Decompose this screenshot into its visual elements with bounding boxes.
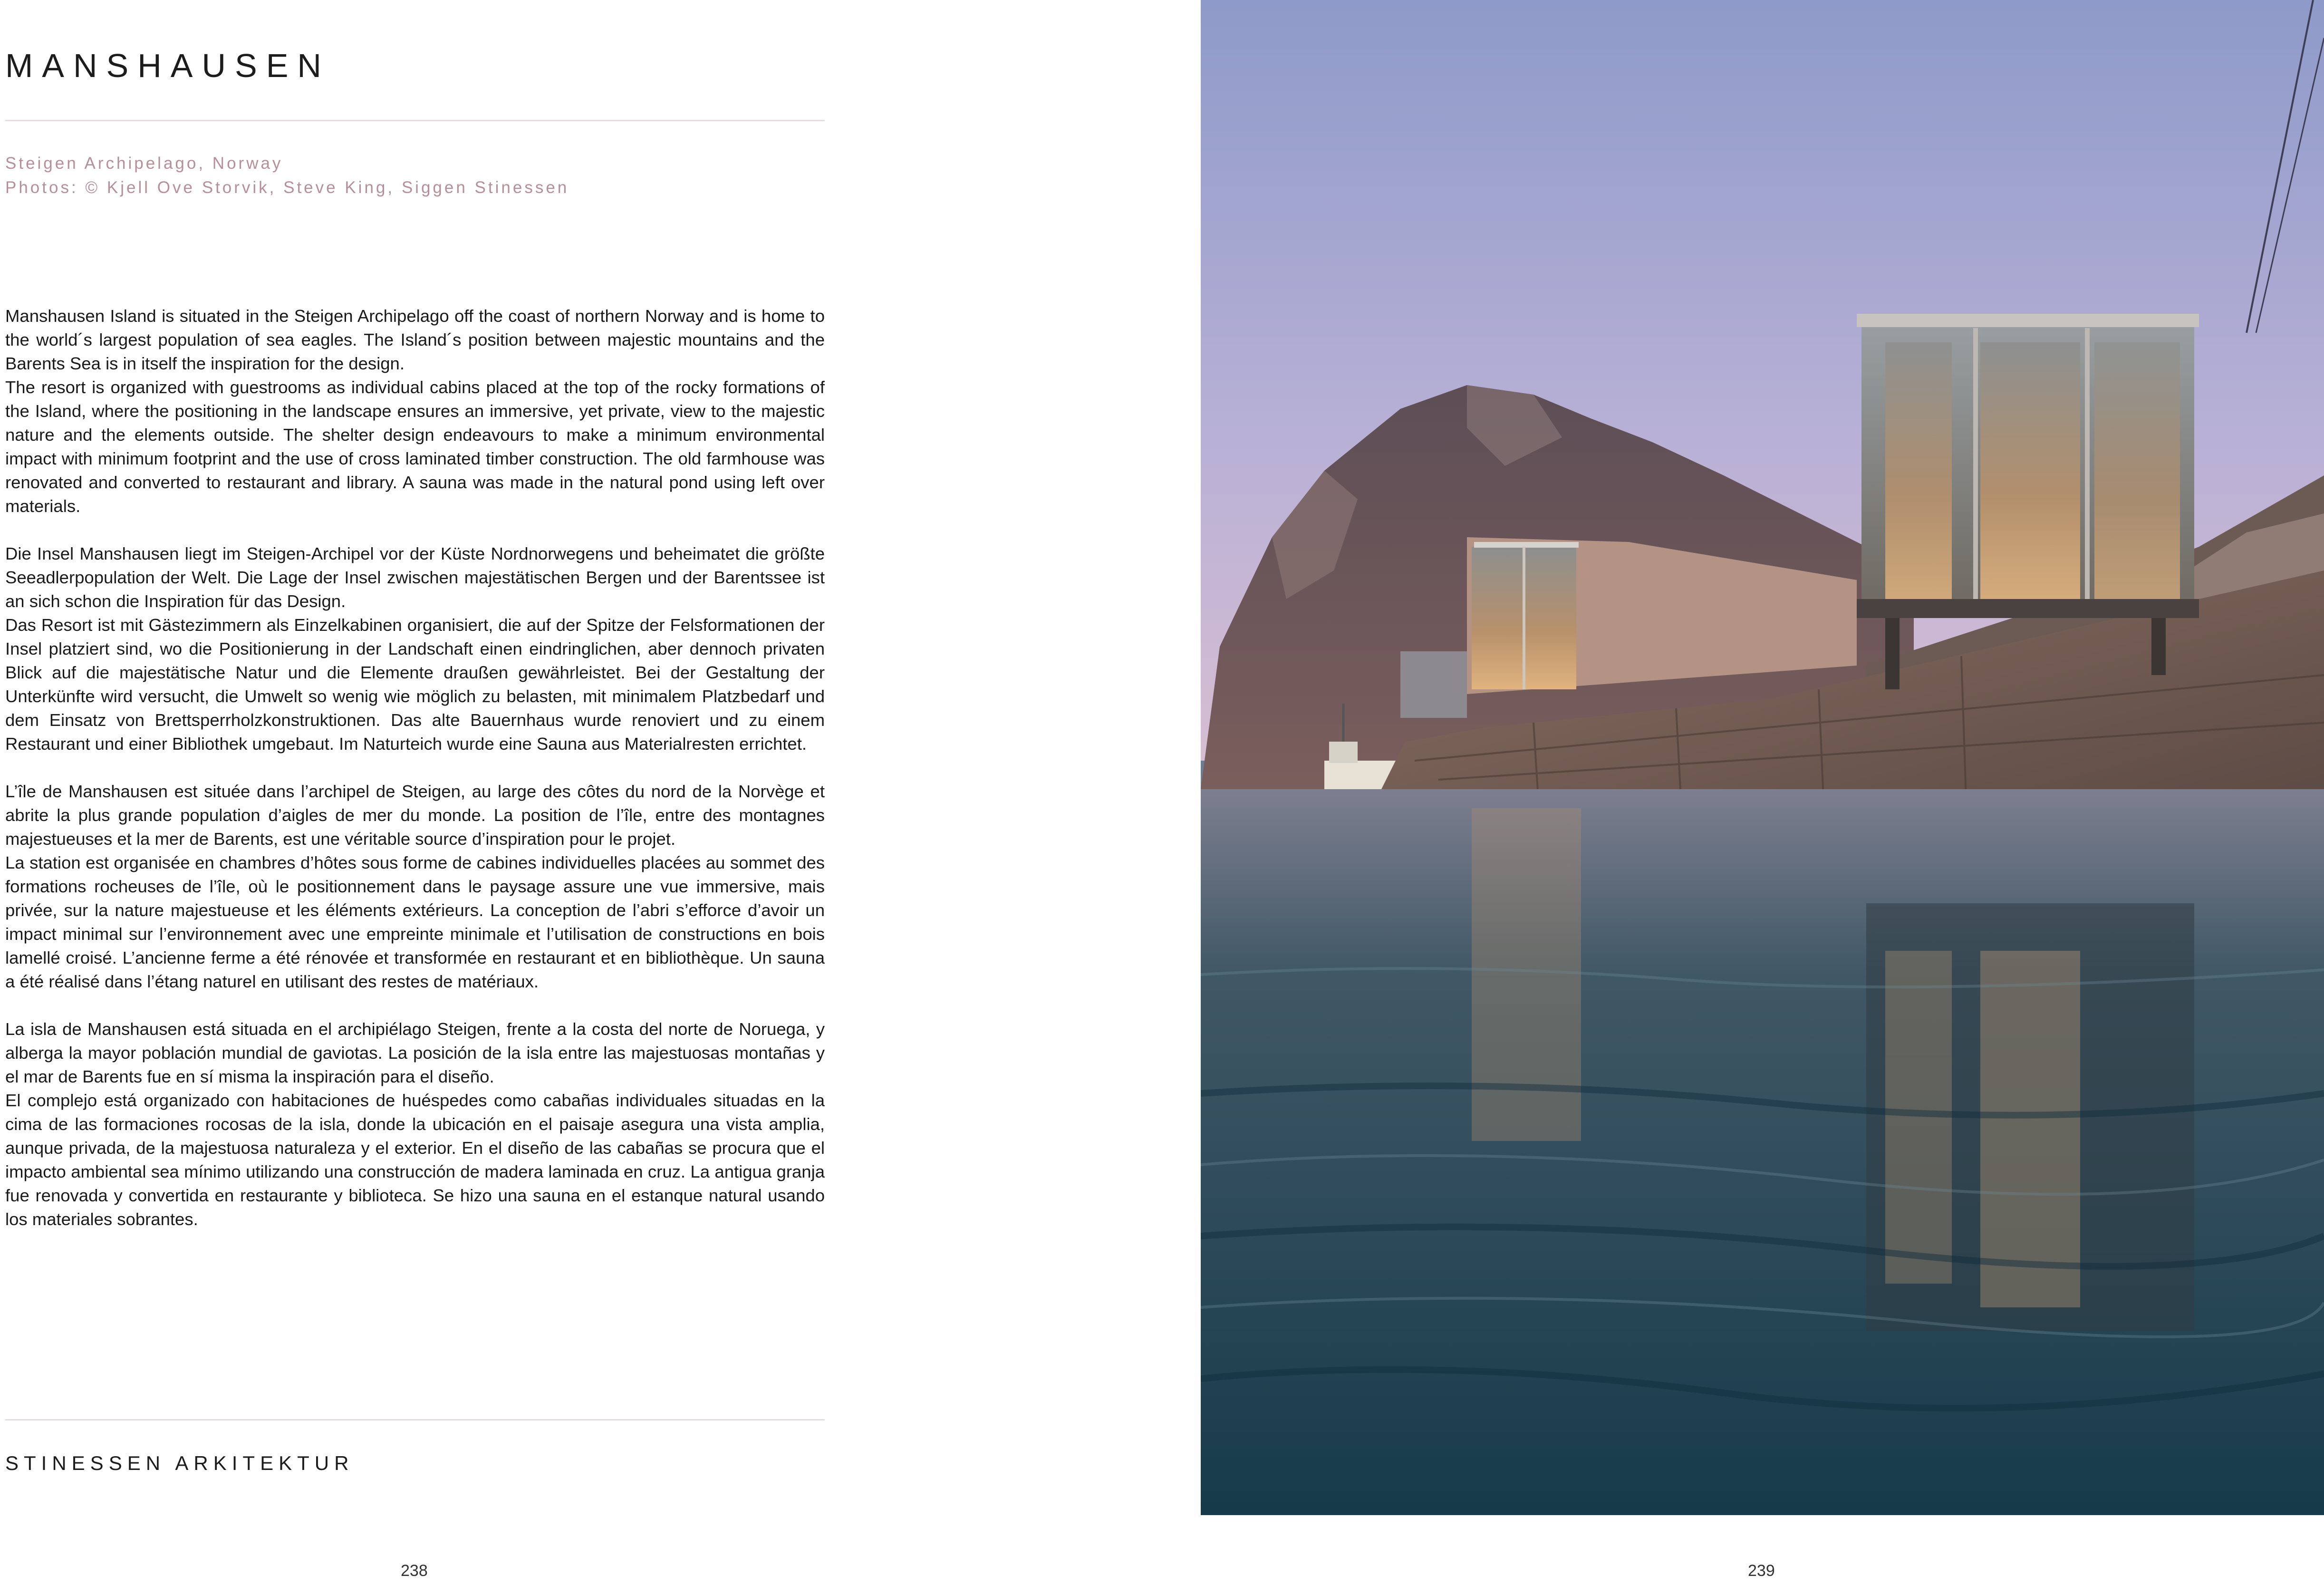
cabin-photograph — [1201, 0, 2324, 1515]
page-title: MANSHAUSEN — [5, 47, 330, 84]
location-caption: Steigen Archipelago, Norway — [5, 154, 283, 173]
photo-illustration — [1201, 0, 2324, 1515]
paragraph-text: La station est organisée en chambres d’hôtes sous forme de cabines individuelles placées au sommet des formations rocheuses de l’île, où le positionnement dans le paysage assure une vue immersive, mais privée, sur la nature majestueuse et les éléments extérieurs. La conception de l’abri s’efforce d’avoir un impact minimal sur l’environnement avec une empreinte minimale et l’utilisation de constructions en bois lamellé croisé. L’ancienne ferme a été rénovée et transformée en restaurant et en bibliothèque. Un sauna a été réalisé dans l’étang naturel en utilisant des restes de matériaux. — [5, 853, 825, 991]
paragraph-text: L’île de Manshausen est située dans l’archipel de Steigen, au large des côtes du nord de la Norvège et abrite la plus grande population d’aigles de mer du monde. La position de l’île, entre des montagnes majestueuses et la mer de Barents, est une véritable source d’inspiration pour le projet. — [5, 782, 825, 849]
paragraph-spanish — [5, 1017, 825, 1231]
title-divider — [5, 120, 825, 121]
paragraph-text: The resort is organized with guestrooms as individual cabins placed at the top of the rocky formations of the Island, where the positioning in the landscape ensures an immersive, yet private, view to the majestic nature and the elements outside. The shelter design endeavours to make a minimum environmental impact with minimum footprint and the use of cross laminated timber construction. The old farmhouse was renovated and converted to restaurant and library. A sauna was made in the natural pond using left over materials. — [5, 377, 825, 516]
body-text — [5, 304, 825, 1255]
photo-credits: Photos: © Kjell Ove Storvik, Steve King, Siggen Stinessen — [5, 178, 569, 197]
page-number-right: 239 — [1748, 1562, 1775, 1580]
paragraph-french — [5, 780, 825, 994]
paragraph-german — [5, 542, 825, 756]
paragraph-text: La isla de Manshausen está situada en el archipiélago Steigen, frente a la costa del norte de Noruega, y alberga la mayor población mundial de gaviotas. La posición de la isla entre las majestuosas montañas y el mar de Barents fue en sí misma la inspiración para el diseño. — [5, 1019, 825, 1086]
paragraph-text: Das Resort ist mit Gästezimmern als Einzelkabinen organisiert, die auf der Spitze der Felsformationen der Insel platziert sind, wo die Positionierung in der Landschaft einen eindringlichen, aber dennoch privaten Blick auf die majestätische Natur und die Elemente draußen gewährleistet. Bei der Gestaltung der Unterkünfte wird versucht, die Umwelt so wenig wie möglich zu belasten, mit minimalem Platzbedarf und dem Einsatz von Brettsperrholzkonstruktionen. Das alte Bauernhaus wurde renoviert und zu einem Restaurant und einer Bibliothek umgebaut. Im Naturteich wurde eine Sauna aus Materialresten errichtet. — [5, 615, 825, 754]
page-number-left: 238 — [401, 1562, 428, 1580]
paragraph-text: Die Insel Manshausen liegt im Steigen-Archipel vor der Küste Nordnorwegens und beheimatet die größte Seeadlerpopulation der Welt. Die Lage der Insel zwischen majestätischen Bergen und der Barentssee ist an sich schon die Inspiration für das Design. — [5, 544, 825, 611]
paragraph-english — [5, 304, 825, 518]
paragraph-text: El complejo está organizado con habitaciones de huéspedes como cabañas individuales situadas en la cima de las formaciones rocosas de la isla, donde la ubicación en el paisaje asegura una vista amplia, aunque privada, de la majestuosa naturaleza y el exterior. En el diseño de las cabañas se procura que el impacto ambiental sea mínimo utilizando una construcción de madera laminada en cruz. La antigua granja fue renovada y convertida en restaurante y biblioteca. Se hizo una sauna en el estanque natural usando los materiales sobrantes. — [5, 1091, 825, 1229]
architect-divider — [5, 1419, 825, 1421]
paragraph-text: Manshausen Island is situated in the Steigen Archipelago off the coast of northern Norway and is home to the world´s largest population of sea eagles. The Island´s position between majestic mountains and the Barents Sea is in itself the inspiration for the design. — [5, 306, 825, 373]
project-meta — [5, 151, 569, 200]
architect-name: STINESSEN ARKITEKTUR — [5, 1452, 354, 1474]
